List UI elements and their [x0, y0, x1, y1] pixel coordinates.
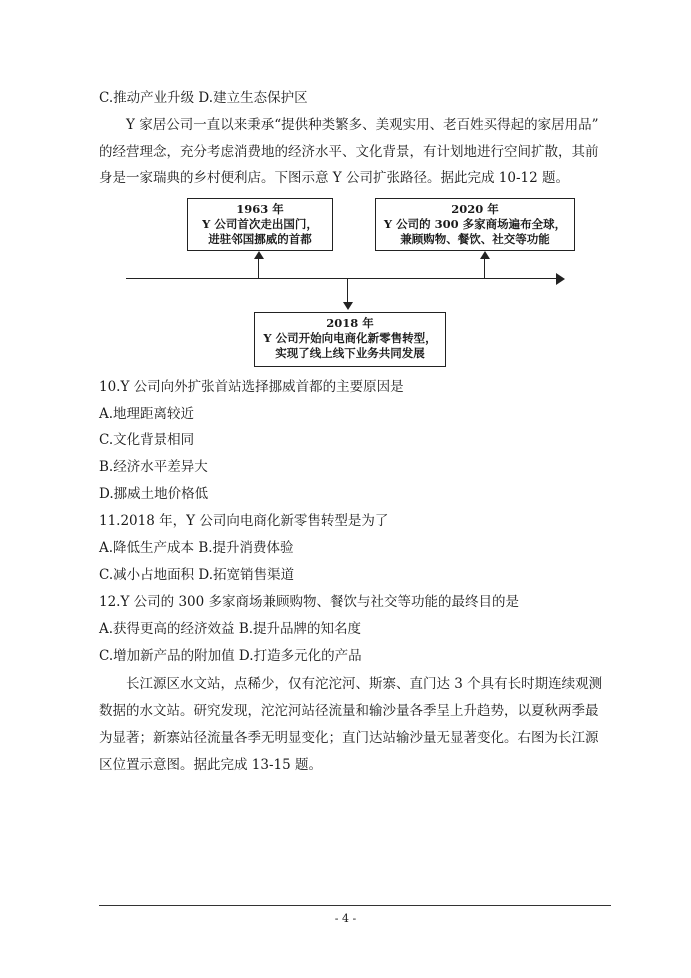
passage2-line-2: 数据的水文站。研究发现，沱沱河站径流量和输沙量各季呈上升趋势，以夏秋两季最 [99, 703, 599, 719]
event-2018-line-2: 实现了线上线下业务共同发展 [275, 346, 425, 360]
q12-stem: 12.Y 公司的 300 多家商场兼顾购物、餐饮与社交等功能的最终目的是 [99, 594, 520, 610]
connector-2020 [484, 259, 485, 278]
q9-options-cd: C.推动产业升级 D.建立生态保护区 [99, 90, 308, 106]
arrow-1963 [254, 251, 264, 259]
event-2020-year: 2020 年 [451, 202, 499, 216]
event-2018-year: 2018 年 [326, 316, 374, 330]
passage2-line-3: 为显著；新寨站径流量各季无明显变化；直门达站输沙量无显著变化。右图为长江源 [99, 730, 599, 746]
passage1-line-3: 身是一家瑞典的乡村便利店。下图示意 Y 公司扩张路径。据此完成 10-12 题。 [99, 170, 569, 186]
passage1-line-1: Y 家居公司一直以来秉承“提供种类繁多、美观实用、老百姓买得起的家居用品” [126, 117, 599, 133]
timeline-arrowhead [556, 273, 565, 285]
passage2-line-4: 区位置示意图。据此完成 13-15 题。 [99, 757, 323, 773]
event-1963-line-2: 进驻邻国挪威的首都 [208, 232, 312, 246]
passage2-line-1: 长江源区水文站，点稀少，仅有沱沱河、斯寨、直门达 3 个具有长时期连续观测 [126, 676, 603, 692]
event-2020-line-2: 兼顾购物、餐饮、社交等功能 [400, 232, 550, 246]
q10-stem: 10.Y 公司向外扩张首站选择挪威首都的主要原因是 [99, 379, 404, 395]
q12-options-cd: C.增加新产品的附加值 D.打造多元化的产品 [99, 648, 362, 664]
footer-rule [99, 905, 611, 906]
timeline-event-1963 [187, 198, 333, 251]
q10-option-a: A.地理距离较近 [99, 406, 195, 422]
timeline-event-2018 [254, 312, 446, 367]
q11-stem: 11.2018 年，Y 公司向电商化新零售转型是为了 [99, 513, 389, 529]
q10-option-b: B.经济水平差异大 [99, 459, 208, 475]
q12-options-ab: A.获得更高的经济效益 B.提升品牌的知名度 [99, 621, 362, 637]
q11-options-cd: C.减小占地面积 D.拓宽销售渠道 [99, 567, 295, 583]
event-1963-line-1: Y 公司首次走出国门， [202, 217, 318, 231]
event-2020-line-1: Y 公司的 300 多家商场遍布全球， [383, 217, 567, 231]
timeline-event-2020 [375, 198, 575, 251]
event-2018-line-1: Y 公司开始向电商化新零售转型， [263, 331, 437, 345]
connector-2018 [347, 279, 348, 303]
q10-option-d: D.挪威土地价格低 [99, 486, 209, 502]
q11-options-ab: A.降低生产成本 B.提升消费体验 [99, 540, 294, 556]
arrow-2020 [480, 251, 490, 259]
q10-option-c: C.文化背景相同 [99, 432, 195, 448]
passage1-line-2: 的经营理念，充分考虑消费地的经济水平、文化背景，有计划地进行空间扩散，其前 [99, 144, 599, 160]
arrow-2018 [343, 302, 353, 310]
page-number: - 4 - [334, 912, 357, 925]
event-1963-year: 1963 年 [236, 202, 284, 216]
connector-1963 [258, 259, 259, 278]
timeline-axis [126, 278, 562, 279]
